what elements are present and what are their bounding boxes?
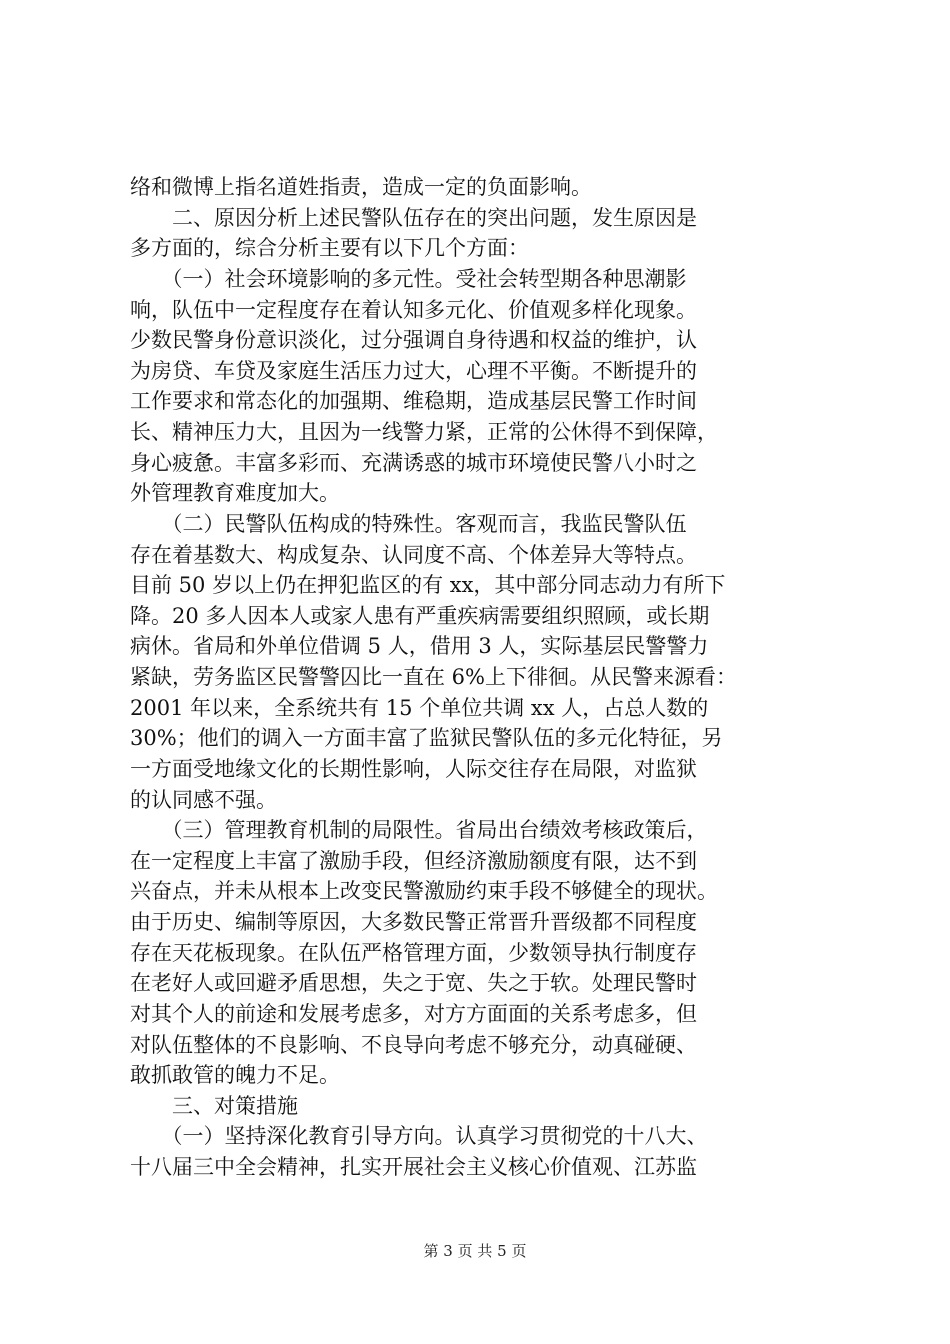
text-line: 多方面的，综合分析主要有以下几个方面：	[130, 236, 529, 260]
text-line: 敢抓敢管的魄力不足。	[130, 1063, 340, 1087]
text-line: 三、对策措施	[130, 1094, 298, 1118]
text-line: 十八届三中全会精神，扎实开展社会主义核心价值观、江苏监	[130, 1155, 697, 1179]
text-line: 在一定程度上丰富了激励手段，但经济激励额度有限，达不到	[130, 849, 697, 873]
text-line: 工作要求和常态化的加强期、维稳期，造成基层民警工作时间	[130, 389, 697, 413]
text-line: 在老好人或回避矛盾思想，失之于宽、失之于软。处理民警时	[130, 971, 697, 995]
text-line: 降。20 多人因本人或家人患有严重疾病需要组织照顾，或长期	[130, 604, 710, 628]
text-line: 病休。省局和外单位借调 5 人，借用 3 人，实际基层民警警力	[130, 634, 709, 658]
text-line: （一）社会环境影响的多元性。受社会转型期各种思潮影	[130, 267, 687, 291]
text-line: 30%；他们的调入一方面丰富了监狱民警队伍的多元化特征，另	[130, 726, 723, 750]
text-line: 络和微博上指名道姓指责，造成一定的负面影响。	[130, 175, 592, 199]
text-line: 二、原因分析上述民警队伍存在的突出问题，发生原因是	[130, 206, 697, 230]
text-line: 由于历史、编制等原因，大多数民警正常晋升晋级都不同程度	[130, 910, 697, 934]
text-line: 少数民警身份意识淡化，过分强调自身待遇和权益的维护，认	[130, 328, 697, 352]
text-line: （三）管理教育机制的局限性。省局出台绩效考核政策后，	[130, 818, 708, 842]
text-line: （一）坚持深化教育引导方向。认真学习贯彻党的十八大、	[130, 1124, 708, 1148]
text-line: 对其个人的前途和发展考虑多，对方方面面的关系考虑多，但	[130, 1002, 697, 1026]
text-line: 紧缺，劳务监区民警警囚比一直在 6%上下徘徊。从民警来源看：	[130, 665, 737, 689]
text-line: 的认同感不强。	[130, 788, 277, 812]
text-line: 对队伍整体的不良影响、不良导向考虑不够充分，动真碰硬、	[130, 1033, 697, 1057]
text-line: 长、精神压力大，且因为一线警力紧，正常的公休得不到保障，	[130, 420, 718, 444]
text-line: 一方面受地缘文化的长期性影响，人际交往存在局限，对监狱	[130, 757, 697, 781]
text-line: 外管理教育难度加大。	[130, 481, 340, 505]
text-line: 为房贷、车贷及家庭生活压力过大，心理不平衡。不断提升的	[130, 359, 697, 383]
text-line: 响，队伍中一定程度存在着认知多元化、价值观多样化现象。	[130, 298, 697, 322]
text-line: 兴奋点，并未从根本上改变民警激励约束手段不够健全的现状。	[130, 879, 718, 903]
text-line: 存在天花板现象。在队伍严格管理方面，少数领导执行制度存	[130, 941, 697, 965]
text-line: 2001 年以来，全系统共有 15 个单位共调 xx 人，占总人数的	[130, 696, 709, 720]
text-line: 存在着基数大、构成复杂、认同度不高、个体差异大等特点。	[130, 543, 697, 567]
text-line: 身心疲惫。丰富多彩而、充满诱惑的城市环境使民警八小时之	[130, 451, 697, 475]
page-number-footer: 第 3 页 共 5 页	[423, 1242, 527, 1260]
text-line: 目前 50 岁以上仍在押犯监区的有 xx，其中部分同志动力有所下	[130, 573, 726, 597]
text-line: （二）民警队伍构成的特殊性。客观而言，我监民警队伍	[130, 512, 687, 536]
